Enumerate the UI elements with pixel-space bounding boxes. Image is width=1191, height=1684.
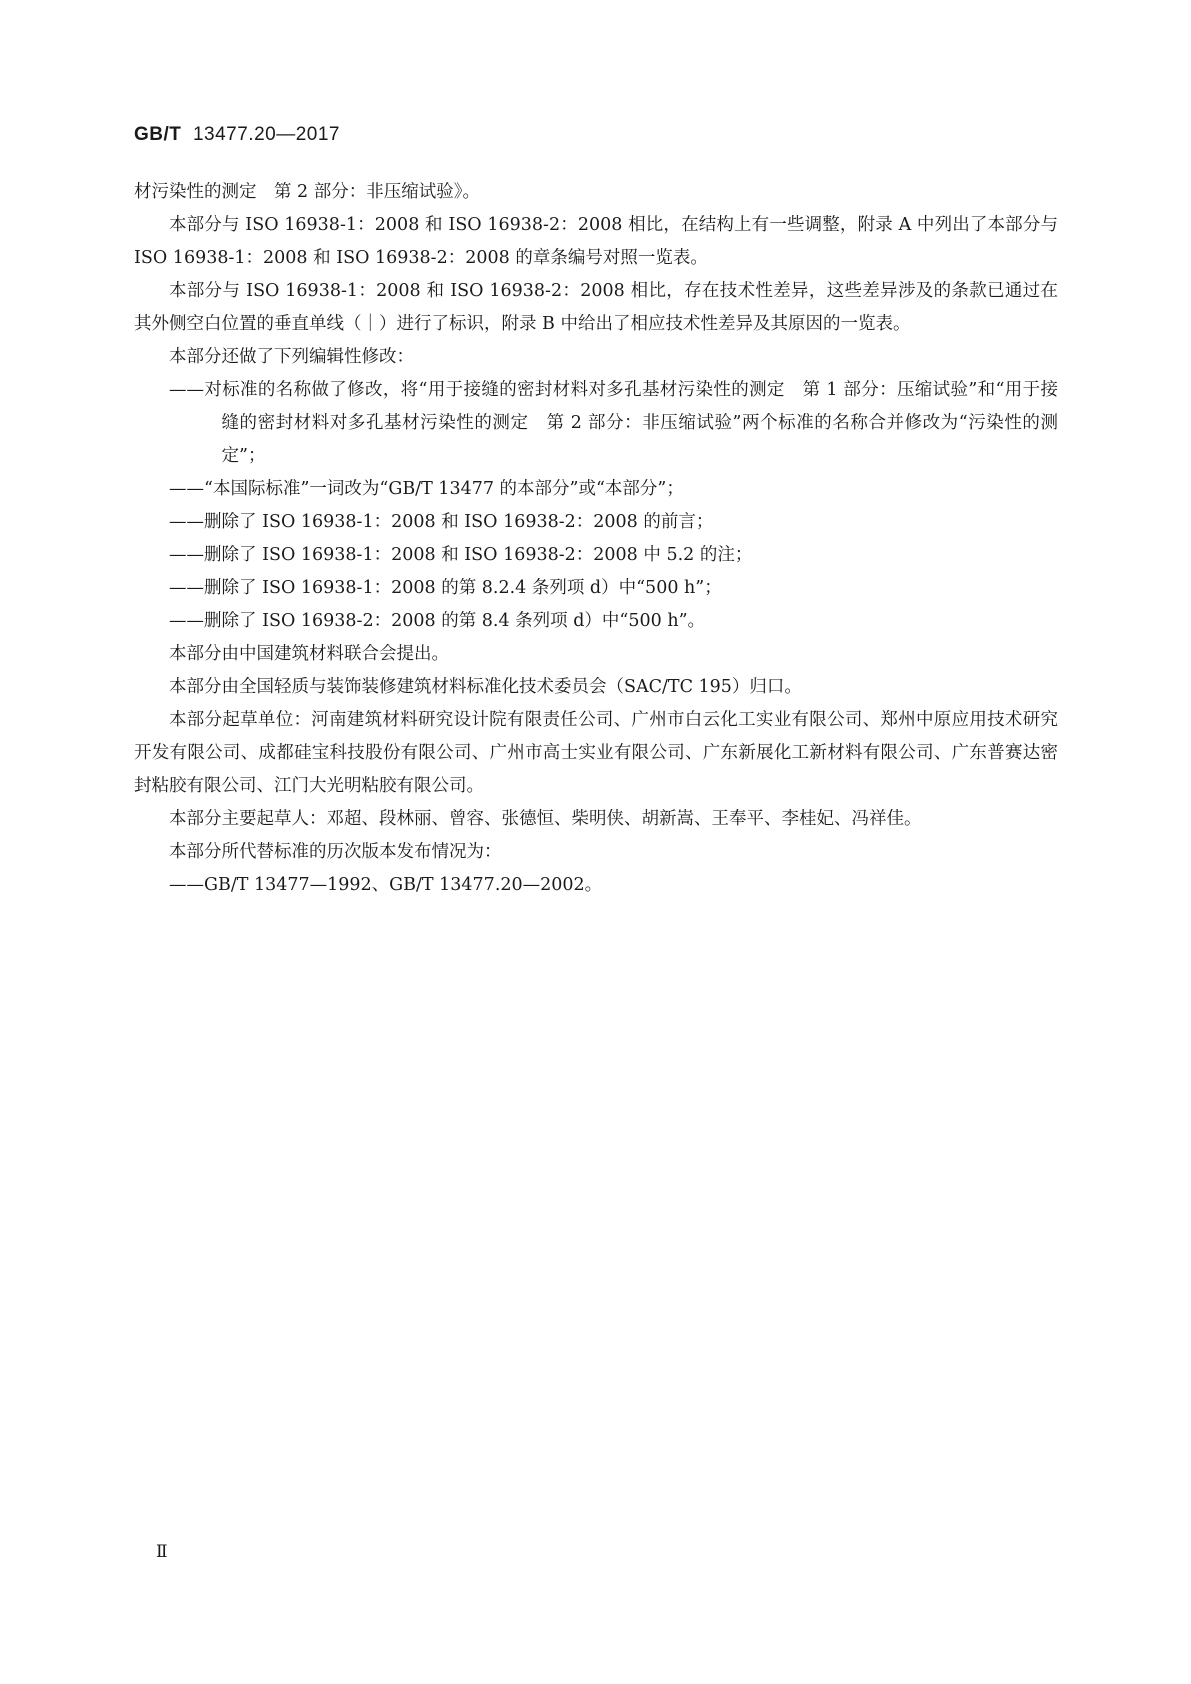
page-number: Ⅱ <box>156 1542 168 1562</box>
paragraph-committee: 本部分由全国轻质与装饰装修建筑材料标准化技术委员会（SAC/TC 195）归口。 <box>169 677 802 697</box>
paragraph-technical-differences: 本部分与 ISO 16938-1：2008 和 ISO 16938-2：2008 相比，存在技术性差异，这些差异涉及的条款已通过在其外侧空白位置的垂直单线（｜）进行了标识，附录 B 中给出了相应技术性差异及其原因的一览表。 <box>134 281 1058 334</box>
document-body <box>134 176 1058 902</box>
document-header <box>134 124 340 146</box>
paragraph-drafting-units: 本部分起草单位：河南建筑材料研究设计院有限责任公司、广州市白云化工实业有限公司、郑州中原应用技术研究开发有限公司、成都硅宝科技股份有限公司、广州市高士实业有限公司、广东新展化工新材料有限公司、广东普赛达密封粘胶有限公司、江门大光明粘胶有限公司。 <box>134 710 1058 796</box>
list-item: ——删除了 ISO 16938-2：2008 的第 8.4 条列项 d）中“500 h”。 <box>169 611 706 631</box>
list-item: ——删除了 ISO 16938-1：2008 和 ISO 16938-2：2008 的前言； <box>169 512 714 532</box>
paragraph-history-intro: 本部分所代替标准的历次版本发布情况为： <box>169 842 502 862</box>
list-item: ——删除了 ISO 16938-1：2008 的第 8.2.4 条列项 d）中“500 h”； <box>169 578 722 598</box>
paragraph-structure: 本部分与 ISO 16938-1：2008 和 ISO 16938-2：2008 相比，在结构上有一些调整，附录 A 中列出了本部分与 ISO 16938-1：2008 和 ISO 16938-2：2008 的章条编号对照一览表。 <box>134 215 1058 268</box>
list-item: ——“本国际标准”一词改为“GB/T 13477 的本部分”或“本部分”； <box>169 479 684 499</box>
paragraph-drafters: 本部分主要起草人：邓超、段林丽、曾容、张德恒、柴明侠、胡新嵩、王奉平、李桂妃、冯祥佳。 <box>169 809 922 829</box>
paragraph-editorial-intro: 本部分还做了下列编辑性修改： <box>169 347 414 367</box>
paragraph-proposer: 本部分由中国建筑材料联合会提出。 <box>169 644 449 664</box>
standard-number: 13477.20—2017 <box>192 124 340 145</box>
list-item: ——删除了 ISO 16938-1：2008 和 ISO 16938-2：2008 中 5.2 的注； <box>169 545 753 565</box>
list-item: ——对标准的名称做了修改，将“用于接缝的密封材料对多孔基材污染性的测定 第 1 部分：压缩试验”和“用于接缝的密封材料对多孔基材污染性的测定 第 2 部分：非压缩试验”两个标准的名称合并修改为“污染性的测定”； <box>169 380 1058 466</box>
paragraph-continuation: 材污染性的测定 第 2 部分：非压缩试验》。 <box>134 182 481 202</box>
list-item: ——GB/T 13477—1992、GB/T 13477.20—2002。 <box>169 875 603 895</box>
standard-prefix: GB/T <box>134 124 182 145</box>
